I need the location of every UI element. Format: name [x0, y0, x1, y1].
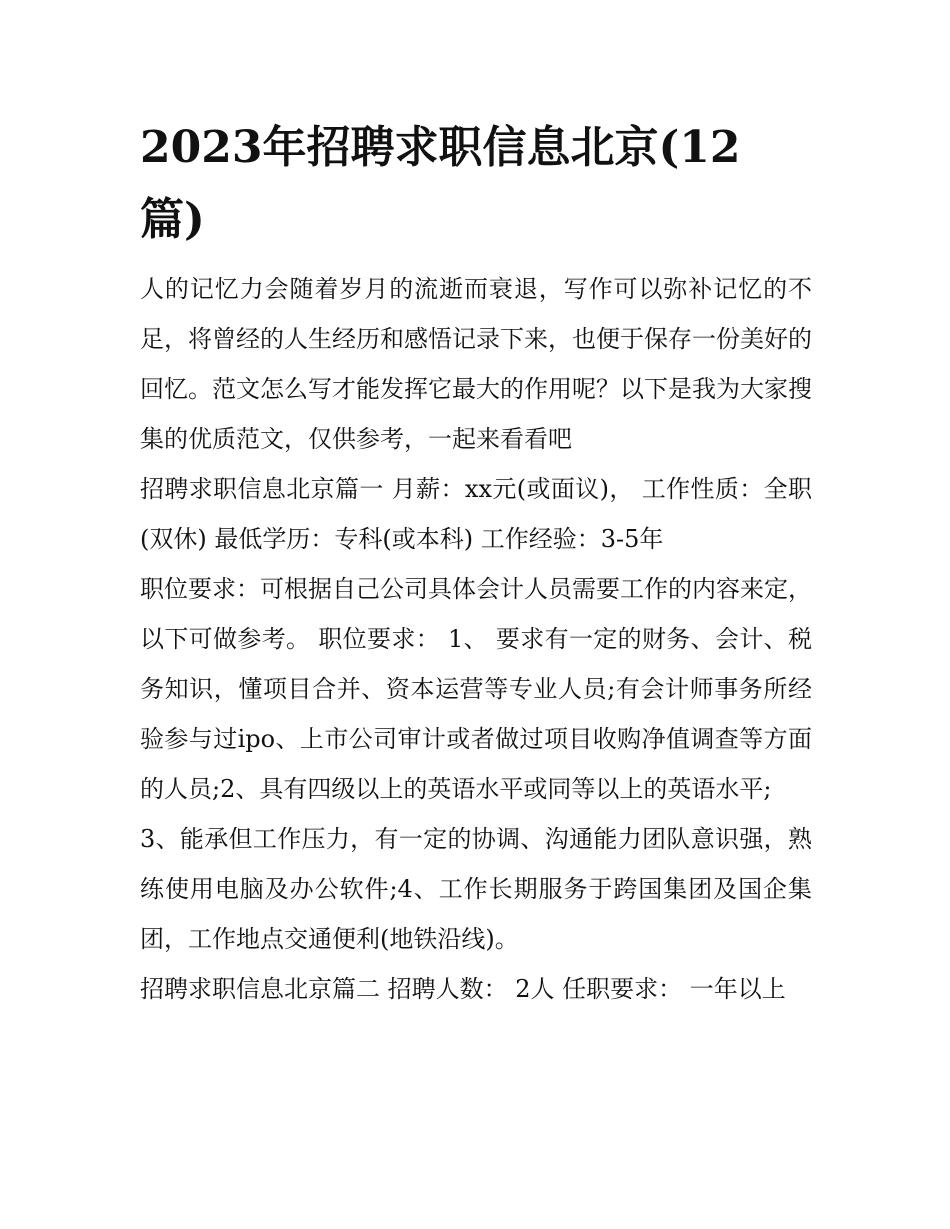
- job-requirements-paragraph: 职位要求：可根据自己公司具体会计人员需要工作的内容来定，以下可做参考。 职位要求： 1、 要求有一定的财务、会计、税务知识，懂项目合并、资本运营等专业人员;有会计师事务所经验参与过ipo、上市公司审计或者做过项目收购净值调查等方面的人员;2、具有四级以上的英语水平或同等以上的英语水平;: [140, 575, 812, 803]
- job-requirements-continued-paragraph: 3、能承但工作压力，有一定的协调、沟通能力团队意识强，熟练使用电脑及办公软件;4、工作长期服务于跨国集团及国企集团，工作地点交通便利(地铁沿线)。: [140, 825, 812, 953]
- job-one-summary-paragraph: 招聘求职信息北京篇一 月薪：xx元(或面议)， 工作性质：全职(双休) 最低学历：专科(或本科) 工作经验：3-5年: [140, 475, 812, 553]
- document-title: 2023年招聘求职信息北京(12篇): [140, 122, 741, 245]
- document-page: [140, 112, 820, 1014]
- intro-paragraph: 人的记忆力会随着岁月的流逝而衰退，写作可以弥补记忆的不足，将曾经的人生经历和感悟记录下来，也便于保存一份美好的回忆。范文怎么写才能发挥它最大的作用呢？以下是我为大家搜集的优质范文，仅供参考，一起来看看吧: [140, 275, 812, 453]
- job-two-summary-paragraph: 招聘求职信息北京篇二 招聘人数： 2人 任职要求： 一年以上: [140, 975, 786, 1003]
